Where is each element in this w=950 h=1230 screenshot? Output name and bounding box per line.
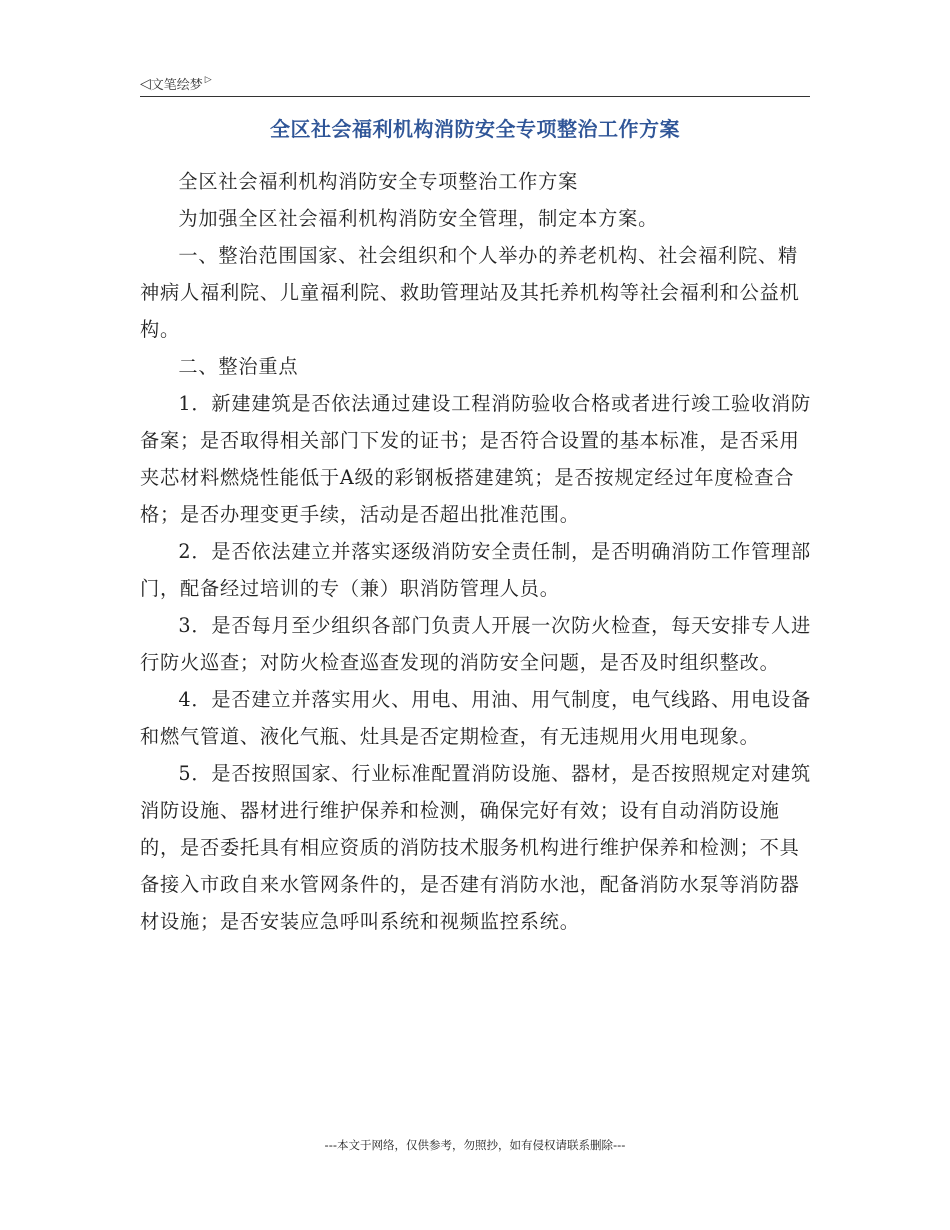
right-triangle-icon: ▷ xyxy=(204,75,212,85)
paragraph: 3．是否每月至少组织各部门负责人开展一次防火检查，每天安排专人进行防火巡查；对防火检查巡查发现的消防安全问题，是否及时组织整改。 xyxy=(140,614,812,674)
page-footer: ---本文于网络，仅供参考，勿照抄，如有侵权请联系删除--- xyxy=(324,1138,626,1152)
paragraph: 1．新建建筑是否依法通过建设工程消防验收合格或者进行竣工验收消防备案；是否取得相关部门下发的证书；是否符合设置的基本标准，是否采用夹芯材料燃烧性能低于A级的彩钢板搭建建筑；是否按规定经过年度检查合格；是否办理变更手续，活动是否超出批准范围。 xyxy=(140,392,812,526)
paragraph: 为加强全区社会福利机构消防安全管理，制定本方案。 xyxy=(178,207,659,230)
paragraph: 2．是否依法建立并落实逐级消防安全责任制，是否明确消防工作管理部门，配备经过培训的专（兼）职消防管理人员。 xyxy=(140,540,812,600)
left-triangle-icon: ◁ xyxy=(140,75,151,92)
brand-text: 文笔绘梦 xyxy=(150,78,203,93)
document-title: 全区社会福利机构消防安全专项整治工作方案 xyxy=(270,117,680,141)
paragraph: 一、整治范围国家、社会组织和个人举办的养老机构、社会福利院、精神病人福利院、儿童福利院、救助管理站及其托养机构等社会福利和公益机构。 xyxy=(140,244,800,341)
paragraph: 5．是否按照国家、行业标准配置消防设施、器材，是否按照规定对建筑消防设施、器材进行维护保养和检测，确保完好有效；设有自动消防设施的，是否委托具有相应资质的消防技术服务机构进行维护保养和检测；不具备接入市政自来水管网条件的，是否建有消防水池，配备消防水泵等消防器材设施；是否安装应急呼叫系统和视频监控系统。 xyxy=(140,762,812,933)
paragraph: 全区社会福利机构消防安全专项整治工作方案 xyxy=(178,170,579,193)
header-brand xyxy=(140,74,212,93)
document-body xyxy=(140,163,812,940)
paragraph: 4．是否建立并落实用火、用电、用油、用气制度，电气线路、用电设备和燃气管道、液化气瓶、灶具是否定期检查，有无违规用火用电现象。 xyxy=(140,688,812,748)
page-header xyxy=(140,72,810,97)
paragraph: 二、整治重点 xyxy=(178,355,299,378)
